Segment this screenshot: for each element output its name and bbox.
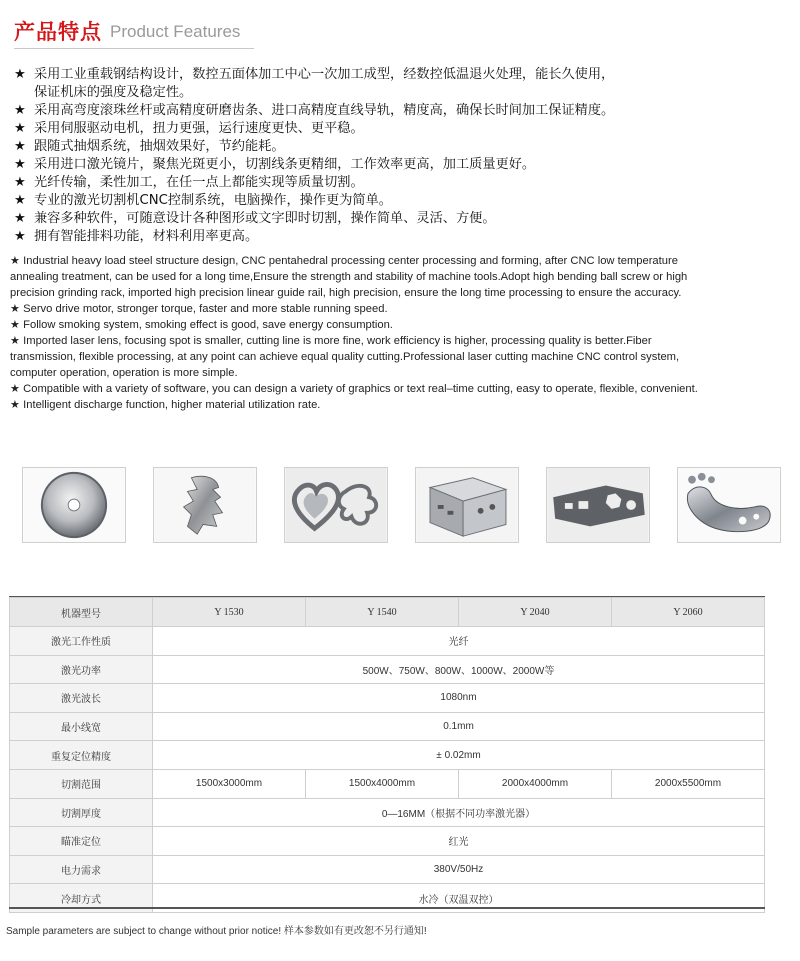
heart-butterfly-photo	[284, 467, 388, 543]
star-icon: ★	[14, 193, 26, 208]
feature-en-line: ★ Compatible with a variety of software, you can design a variety of graphics or text real–time cutting, easy to operate, flexible, convenient.	[10, 383, 698, 395]
row-label: 最小线宽	[10, 712, 153, 741]
header-model-y2060: Y 2060	[612, 598, 765, 627]
header-model-y1530: Y 1530	[153, 598, 306, 627]
sample-photos-row	[22, 467, 782, 543]
table-row	[10, 769, 765, 798]
header-model-label: 机器型号	[10, 598, 153, 627]
feature-cn-item: ★ 专业的激光切割机CNC控制系统，电脑操作，操作更为简单。	[14, 193, 392, 208]
header-model-y2040: Y 2040	[459, 598, 612, 627]
feature-cn-item: ★ 采用高弯度滚珠丝杆或高精度研磨齿条、进口高精度直线导轨，精度高，确保长时间加工保证精度。	[14, 103, 615, 118]
feature-en-line: ★ Follow smoking system, smoking effect is good, save energy consumption.	[10, 319, 393, 331]
feature-en-line: computer operation, operation is more simple.	[10, 367, 238, 379]
star-icon: ★	[14, 229, 26, 244]
row-label: 电力需求	[10, 855, 153, 884]
row-label: 瞄准定位	[10, 827, 153, 856]
row-value: 水冷（双温双控）	[153, 884, 765, 913]
feature-cn-item: ★ 跟随式抽烟系统，抽烟效果好，节约能耗。	[14, 139, 285, 154]
row-value: 1500x3000mm	[153, 769, 306, 798]
row-label: 激光工作性质	[10, 627, 153, 656]
feature-cn-item: ★ 光纤传输，柔性加工，在任一点上都能实现等质量切割。	[14, 175, 364, 190]
wrench-plate-photo	[546, 467, 650, 543]
spec-table	[9, 597, 765, 913]
row-label: 切割范围	[10, 769, 153, 798]
row-value: 红光	[153, 827, 765, 856]
row-value: 0—16MM（根据不同功率激光器）	[153, 798, 765, 827]
row-value: 2000x5500mm	[612, 769, 765, 798]
row-value: 500W、750W、800W、1000W、2000W等	[153, 655, 765, 684]
row-label: 激光功率	[10, 655, 153, 684]
feature-cn-item: ★ 采用伺服驱动电机，扭力更强，运行速度更快、更平稳。	[14, 121, 364, 136]
row-value: 0.1mm	[153, 712, 765, 741]
feature-en-line: precision grinding rack, imported high precision linear guide rail, high precision, ensure the long time processing to ensure the accuracy.	[10, 287, 682, 299]
feature-cn-item: ★ 兼容多种软件，可随意设计各种图形或文字即时切割，操作简单、灵活、方便。	[14, 211, 496, 226]
feature-cn-item: ★ 拥有智能排料功能，材料利用率更高。	[14, 229, 259, 244]
row-value: 光纤	[153, 627, 765, 656]
feature-cn-item: ★ 采用进口激光镜片，聚焦光斑更小，切割线条更精细，工作效率更高，加工质量更好。	[14, 157, 536, 172]
row-value: ± 0.02mm	[153, 741, 765, 770]
table-row	[10, 798, 765, 827]
star-icon: ★	[14, 121, 26, 136]
lion-emblem-photo	[153, 467, 257, 543]
row-label: 冷却方式	[10, 884, 153, 913]
section-title-cn: 产品特点	[14, 20, 102, 44]
header-divider	[14, 48, 254, 49]
section-title-en: Product Features	[110, 22, 241, 41]
row-value: 1080nm	[153, 684, 765, 713]
feature-en-line: annealing treatment, can be used for a long time,Ensure the strength and stability of machine tools.Adopt high bending ball screw or high	[10, 271, 688, 283]
feature-en-line: transmission, flexible processing, at any point can achieve equal quality cutting.Professional laser cutting machine CNC control system,	[10, 351, 680, 363]
foot-shaped-part-photo	[677, 467, 781, 543]
star-icon: ★	[14, 211, 26, 226]
table-row	[10, 684, 765, 713]
table-header-row	[10, 598, 765, 627]
table-row	[10, 741, 765, 770]
features-cn-list	[14, 66, 794, 246]
row-value: 380V/50Hz	[153, 855, 765, 884]
star-icon: ★	[14, 67, 26, 82]
table-row	[10, 855, 765, 884]
table-row	[10, 627, 765, 656]
feature-en-line: ★ Industrial heavy load steel structure design, CNC pentahedral processing center processing and forming, after CNC low temperature	[10, 255, 678, 267]
star-icon: ★	[14, 103, 26, 118]
row-label: 重复定位精度	[10, 741, 153, 770]
row-label: 激光波长	[10, 684, 153, 713]
table-row	[10, 655, 765, 684]
feature-en-line: ★ Intelligent discharge function, higher material utilization rate.	[10, 399, 321, 411]
row-value: 1500x4000mm	[306, 769, 459, 798]
row-value: 2000x4000mm	[459, 769, 612, 798]
feature-en-line: ★ Imported laser lens, focusing spot is smaller, cutting line is more fine, work efficiency is higher, processing quality is better.Fiber	[10, 335, 652, 347]
section-header	[14, 16, 264, 50]
feature-cn-item: ★ 采用工业重载钢结构设计，数控五面体加工中心一次加工成型，经数控低温退火处理，能长久使用，	[14, 67, 615, 82]
star-icon: ★	[14, 139, 26, 154]
table-row	[10, 827, 765, 856]
features-en-list	[10, 253, 790, 413]
footnote: Sample parameters are subject to change without prior notice! 样本参数如有更改恕不另行通知!	[6, 926, 427, 937]
feature-en-line: ★ Servo drive motor, stronger torque, faster and more stable running speed.	[10, 303, 388, 315]
sheet-metal-box-photo	[415, 467, 519, 543]
star-icon: ★	[14, 175, 26, 190]
header-model-y1540: Y 1540	[306, 598, 459, 627]
feature-cn-item-continuation: 保证机床的强度及稳定性。	[34, 85, 193, 100]
row-label: 切割厚度	[10, 798, 153, 827]
table-bottom-rule	[9, 907, 765, 909]
table-row	[10, 712, 765, 741]
saw-blade-photo	[22, 467, 126, 543]
star-icon: ★	[14, 157, 26, 172]
